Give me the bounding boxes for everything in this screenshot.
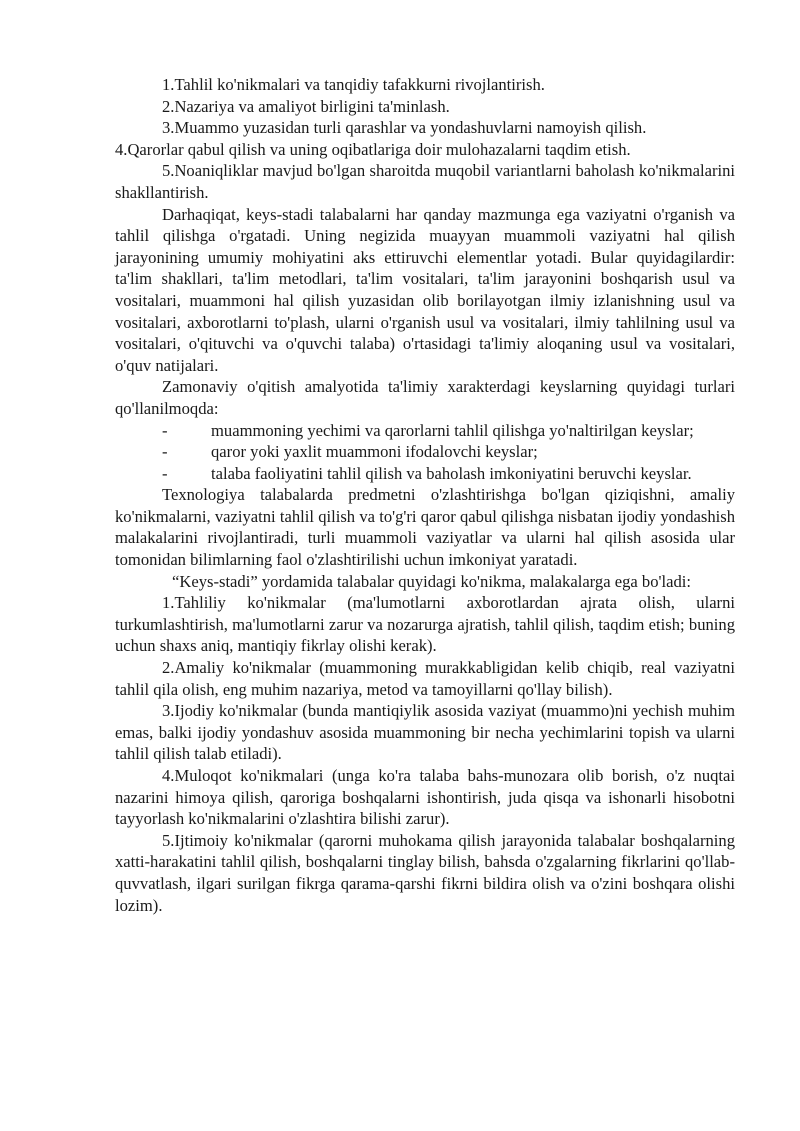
paragraph-7: Zamonaviy o'qitish amalyotida ta'limiy xarakterdagi keyslarning quyidagi turlari qo'llanilmoqda:	[115, 377, 735, 418]
paragraph-3: 3.Muammo yuzasidan turli qarashlar va yondashuvlarni namoyish qilish.	[162, 118, 647, 138]
paragraph-12: “Keys-stadi” yordamida talabalar quyidagi ko'nikma, malakalarga ega bo'ladi:	[172, 571, 691, 591]
dash-marker: -	[162, 463, 168, 483]
dash-list-item-text: qaror yoki yaxlit muammoni ifodalovchi keyslar;	[211, 442, 538, 462]
paragraph-11: Texnologiya talabalarda predmetni o'zlashtirishga bo'lgan qiziqishni, amaliy ko'nikmalarni, vaziyatni tahlil qilish va to'g'ri qaror qabul qilishga nisbatan ijodiy yondashish malakalarini rivojlantiradi, turli muammoli vaziyatlar va ularni hal qilish asosida ular tomonidan bilimlarning faol o'zlashtirilishi uchun imkoniyat yaratadi.	[115, 485, 735, 570]
dash-list-item-3	[115, 463, 735, 485]
paragraph-1: 1.Tahlil ko'nikmalari va tanqidiy tafakkurni rivojlantirish.	[162, 75, 545, 94]
paragraph-16: 4.Muloqot ko'nikmalari (unga ko'ra talaba bahs-munozara olib borish, o'z nuqtai nazarini himoya qilish, qaroriga boshqalarni ishontirish, juda qisqa va ishonarli hisobotni tayyorlash ko'nikmalarini o'zlashtira bilishi zarur).	[115, 766, 735, 829]
dash-list-item-1	[115, 420, 735, 442]
paragraph-5: 5.Noaniqliklar mavjud bo'lgan sharoitda muqobil variantlarni baholash ko'nikmalarini shakllantirish.	[115, 161, 735, 202]
paragraph-6: Darhaqiqat, keys-stadi talabalarni har qanday mazmunga ega vaziyatni o'rganish va tahlil qilishga o'rgatadi. Uning negizida muayyan muammoli vaziyatni hal qilish jarayonining umumiy mohiyatini aks ettiruvchi elementlar yotadi. Bular quyidagilardir: ta'lim shakllari, ta'lim metodlari, ta'lim vositalari, ta'lim jarayonini boshqarish usul va vositalari, muammoni hal qilish yuzasidan olib borilayotgan ilmiy izlanishning usul va vositalari, axborotlarni to'plash, ularni o'rganish usul va vositalari, ilmiy tahlilning usul va vositalari, o'qituvchi va o'quvchi talaba) o'rtasidagi ta'limiy aloqaning usul va vositalari, o'quv natijalari.	[115, 204, 735, 375]
paragraph-17: 5.Ijtimoiy ko'nikmalar (qarorni muhokama qilish jarayonida talabalar boshqalarning xatti-harakatini tahlil qilish, boshqalarni tinglay bilish, bahsda o'zgalarning fikrlarini qo'llab-quvvatlash, ilgari surilgan fikrga qarama-qarshi fikrni bildira olish va o'zini boshqara olishi lozim).	[115, 830, 735, 915]
paragraph-14: 2.Amaliy ko'nikmalar (muammoning murakkabligidan kelib chiqib, real vaziyatni tahlil qila olish, eng muhim nazariya, metod va tamoyillarni qo'llay bilish).	[115, 658, 735, 699]
document-page	[115, 74, 735, 916]
dash-list-item-2	[115, 441, 735, 463]
dash-marker: -	[162, 420, 168, 440]
dash-list-item-text: talaba faoliyatini tahlil qilish va baholash imkoniyatini beruvchi keyslar.	[211, 463, 692, 483]
paragraph-15: 3.Ijodiy ko'nikmalar (bunda mantiqiylik asosida vaziyat (muammo)ni yechish muhim emas, balki ijodiy yondashuv asosida muammoning bir necha yechimlarini topish va ularni tahlil qilish talab etiladi).	[115, 701, 735, 764]
paragraph-2: 2.Nazariya va amaliyot birligini ta'minlash.	[162, 96, 450, 116]
dash-list-item-text: muammoning yechimi va qarorlarni tahlil qilishga yo'naltirilgan keyslar;	[211, 420, 694, 440]
dash-marker: -	[162, 442, 168, 462]
paragraph-4: 4.Qarorlar qabul qilish va uning oqibatlariga doir mulohazalarni taqdim etish.	[115, 139, 631, 159]
paragraph-13: 1.Tahliliy ko'nikmalar (ma'lumotlarni axborotlardan ajrata olish, ularni turkumlashtirish, ma'lumotlarni zarur va nozarurga ajratish, tahlil qilish, taqdim etish; buning uchun shaxs aniq, mantiqiy fikrlay olishi kerak).	[115, 593, 735, 656]
